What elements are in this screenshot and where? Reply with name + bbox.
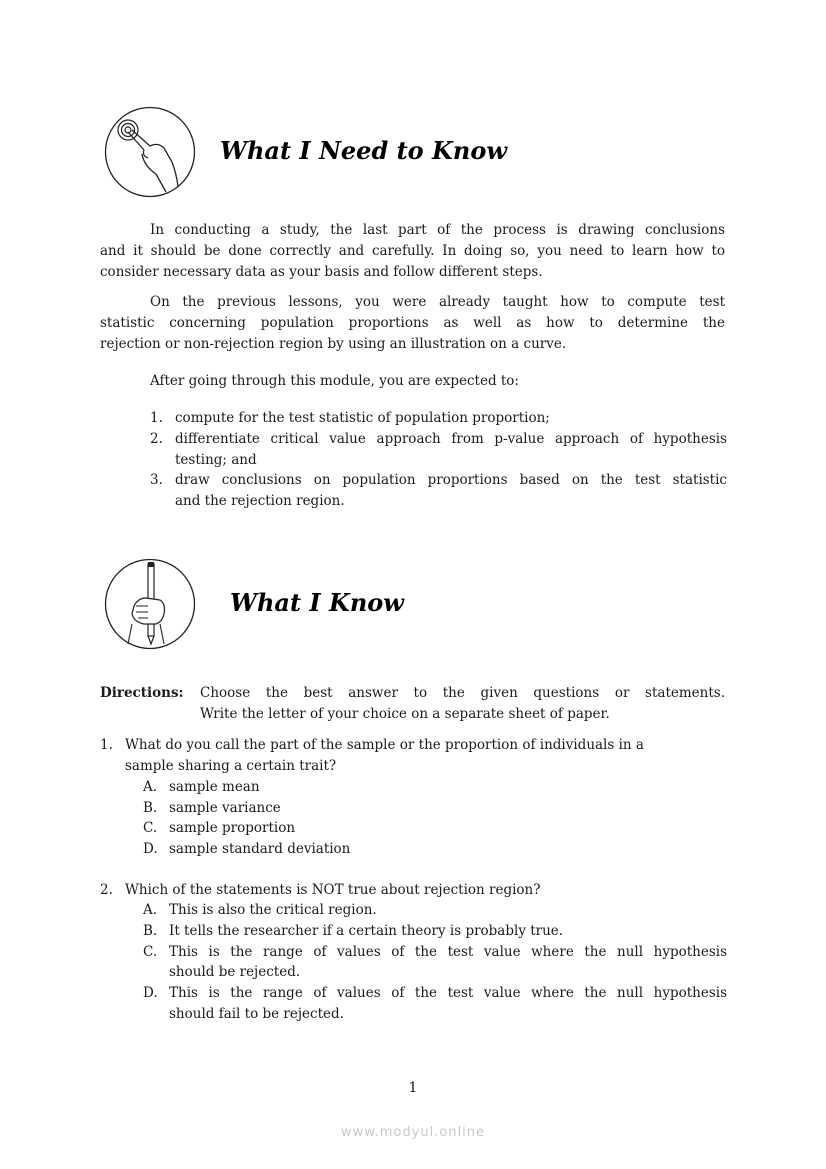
section-title: What I Know (230, 588, 404, 617)
question-text: What do you call the part of the sample or the proportion of individuals in a (125, 737, 644, 753)
question-number: 2. (100, 882, 113, 898)
list-item: differentiate critical value approach from p-value approach of hypothesis (175, 431, 727, 447)
option-text: should be rejected. (169, 964, 301, 980)
directions-text: Write the letter of your choice on a separate sheet of paper. (200, 706, 610, 722)
hand-holding-pencil-icon (104, 558, 196, 650)
option-text: This is the range of values of the test value where the null hypothesis (169, 985, 727, 1001)
option-text: sample standard deviation (169, 841, 351, 857)
paragraph-line: In conducting a study, the last part of the process is drawing conclusions (150, 222, 725, 238)
paragraph-line: and it should be done correctly and carefully. In doing so, you need to learn how to (100, 243, 725, 259)
option-text: This is the range of values of the test value where the null hypothesis (169, 944, 727, 960)
option-text: This is also the critical region. (169, 902, 377, 918)
option-letter: B. (143, 800, 158, 816)
paragraph-line: On the previous lessons, you were already taught how to compute test (150, 294, 725, 310)
footer-watermark: www.modyul.online (340, 1125, 486, 1140)
option-letter: D. (143, 985, 158, 1001)
paragraph-line: rejection or non-rejection region by using an illustration on a curve. (100, 336, 567, 352)
section-title: What I Need to Know (220, 136, 508, 165)
option-text: It tells the researcher if a certain theory is probably true. (169, 923, 564, 939)
list-item: and the rejection region. (175, 493, 345, 509)
question-number: 1. (100, 737, 113, 753)
option-letter: A. (143, 779, 158, 795)
pointing-hand-icon (104, 106, 196, 198)
option-letter: D. (143, 841, 158, 857)
paragraph-line: After going through this module, you are expected to: (150, 373, 519, 389)
directions-label: Directions: (100, 685, 184, 701)
option-text: sample variance (169, 800, 281, 816)
option-letter: C. (143, 820, 158, 836)
paragraph-line: consider necessary data as your basis and follow different steps. (100, 264, 543, 280)
list-number: 2. (150, 431, 163, 447)
option-text: should fail to be rejected. (169, 1006, 344, 1022)
question-text: sample sharing a certain trait? (125, 758, 337, 774)
list-item: testing; and (175, 452, 257, 468)
list-number: 3. (150, 472, 163, 488)
option-letter: A. (143, 902, 158, 918)
question-text: Which of the statements is NOT true about rejection region? (125, 882, 541, 898)
option-letter: B. (143, 923, 158, 939)
list-number: 1. (150, 410, 163, 426)
option-text: sample mean (169, 779, 260, 795)
paragraph-line: statistic concerning population proportions as well as how to determine the (100, 315, 725, 331)
option-text: sample proportion (169, 820, 296, 836)
list-item: draw conclusions on population proportions based on the test statistic (175, 472, 727, 488)
list-item: compute for the test statistic of population proportion; (175, 410, 550, 426)
directions-text: Choose the best answer to the given questions or statements. (200, 685, 725, 701)
page-number: 1 (408, 1080, 418, 1096)
option-letter: C. (143, 944, 158, 960)
